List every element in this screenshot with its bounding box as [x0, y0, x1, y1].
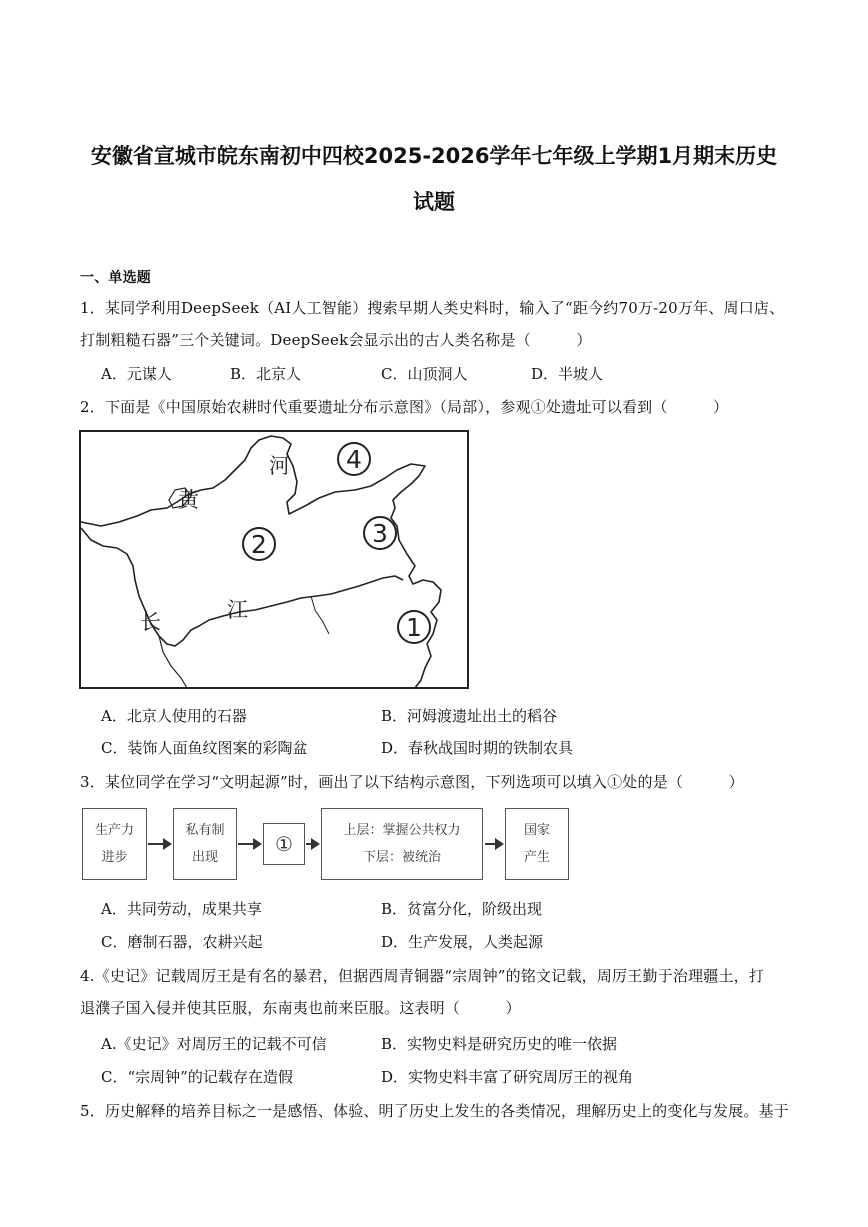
flow-box-state-line1: 国家	[523, 823, 550, 838]
flow-box-productivity-line2: 进步	[101, 850, 128, 865]
flow-box-private-ownership	[173, 808, 237, 880]
q1-option-a: A．元谋人	[101, 365, 172, 383]
flow-box-blank	[263, 823, 305, 865]
flow-diagram	[80, 805, 580, 880]
map-label-he: 河	[269, 454, 290, 478]
flow-box-blank-label: ①	[275, 831, 293, 856]
q1-stem-line1: 1．某同学利用DeepSeek（AI人工智能）搜索早期人类史料时，输入了“距今约70万-20万年、周口店、	[80, 299, 785, 317]
flow-arrow-1	[148, 843, 170, 845]
q2-option-d: D．春秋战国时期的铁制农具	[381, 739, 574, 757]
q1-option-d: D．半坡人	[531, 365, 604, 383]
flow-box-private-line1: 私有制	[185, 823, 225, 838]
section-heading: 一、单选题	[80, 270, 151, 286]
q4-option-d: D．实物史料丰富了研究周厉王的视角	[381, 1068, 634, 1086]
flow-box-classes-line2: 下层：被统治	[362, 850, 441, 865]
flow-box-classes-line1: 上层：掌握公共权力	[343, 823, 461, 838]
q3-option-b: B．贫富分化，阶级出现	[381, 900, 543, 918]
map-site-3: 3	[363, 516, 397, 550]
flow-arrow-4	[485, 843, 502, 845]
q3-option-a: A．共同劳动，成果共享	[101, 900, 262, 918]
q3-stem-line1: 3．某位同学在学习“文明起源”时，画出了以下结构示意图，下列选项可以填入①处的是（ ）	[80, 773, 744, 791]
flow-box-classes	[321, 808, 483, 880]
q1-option-b: B．北京人	[230, 365, 302, 383]
q1-option-c: C．山顶洞人	[381, 365, 468, 383]
q2-option-b: B．河姆渡遗址出土的稻谷	[381, 707, 558, 725]
q4-stem-line2: 退濮子国入侵并使其臣服，东南夷也前来臣服。这表明（ ）	[80, 999, 521, 1017]
flow-box-state-line2: 产生	[523, 850, 550, 865]
map-figure	[79, 430, 469, 689]
q2-option-a: A．北京人使用的石器	[101, 707, 247, 725]
q5-stem-line1: 5．历史解释的培养目标之一是感悟、体验、明了历史上发生的各类情况，理解历史上的变化与发展。基于	[80, 1102, 789, 1120]
map-label-huang: 黄	[178, 488, 199, 512]
page-title-line1: 安徽省宣城市皖东南初中四校2025-2026学年七年级上学期1月期末历史	[90, 144, 778, 168]
q2-stem-line1: 2．下面是《中国原始农耕时代重要遗址分布示意图》（局部），参观①处遗址可以看到（ ）	[80, 398, 729, 416]
map-site-2: 2	[242, 527, 276, 561]
q3-option-d: D．生产发展，人类起源	[381, 933, 544, 951]
q4-stem-line1: 4.《史记》记载周厉王是有名的暴君，但据西周青铜器“宗周钟”的铭文记载，周厉王勤于治理疆土，打	[80, 967, 765, 985]
q4-option-c: C．“宗周钟”的记载存在造假	[101, 1068, 293, 1086]
flow-box-state	[505, 808, 569, 880]
flow-box-private-line2: 出现	[191, 850, 218, 865]
q4-option-b: B．实物史料是研究历史的唯一依据	[381, 1035, 618, 1053]
flow-box-productivity-line1: 生产力	[94, 823, 134, 838]
flow-arrow-2	[238, 843, 260, 845]
map-site-4: 4	[337, 442, 371, 476]
flow-box-productivity	[82, 808, 147, 880]
q2-option-c: C．装饰人面鱼纹图案的彩陶盆	[101, 739, 308, 757]
map-label-jiang: 江	[227, 598, 248, 622]
map-label-chang: 长	[140, 610, 161, 634]
q1-stem-line2: 打制粗糙石器”三个关键词。DeepSeek会显示出的古人类名称是（ ）	[80, 331, 592, 349]
q4-option-a: A.《史记》对周厉王的记载不可信	[101, 1035, 327, 1053]
q3-option-c: C．磨制石器，农耕兴起	[101, 933, 263, 951]
map-site-1: 1	[397, 610, 431, 644]
page-title-line2: 试题	[413, 190, 455, 214]
flow-arrow-3	[306, 843, 318, 845]
